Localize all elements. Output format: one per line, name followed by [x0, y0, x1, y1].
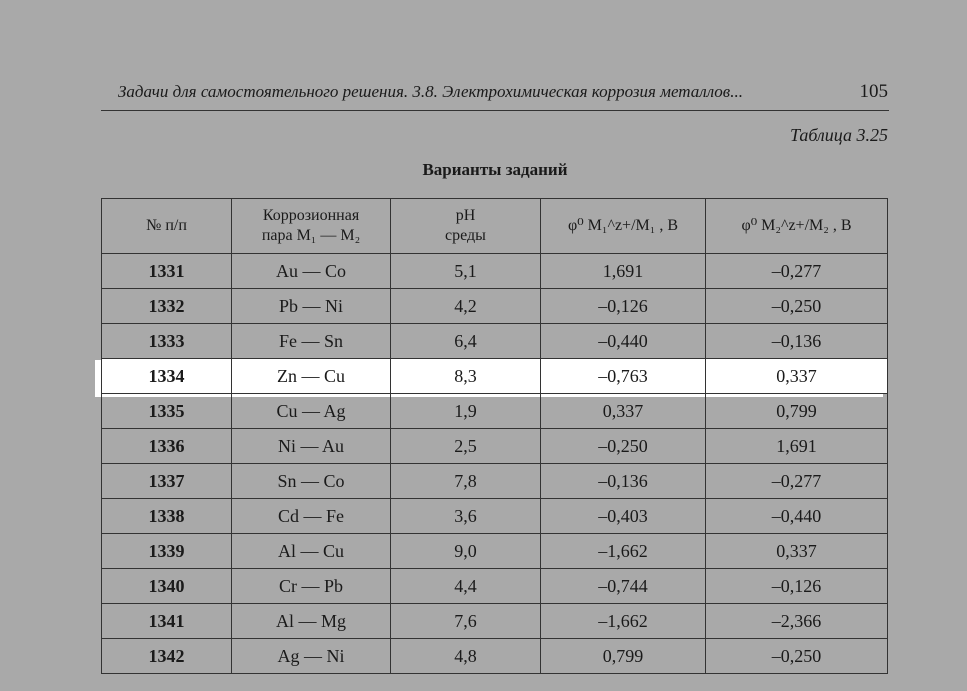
- cell-number: 1335: [102, 394, 232, 429]
- cell-potential-2: 0,337: [706, 359, 888, 394]
- cell-ph: 9,0: [391, 534, 541, 569]
- cell-pair: Sn — Co: [232, 464, 391, 499]
- header-potential-2: φ⁰ M₂^z+/M₂ , B: [706, 199, 888, 254]
- header-pair-line2: пара M₁ — M₂: [261, 227, 361, 244]
- cell-potential-2: –0,126: [706, 569, 888, 604]
- cell-potential-1: 0,337: [541, 394, 706, 429]
- cell-ph: 7,8: [391, 464, 541, 499]
- cell-ph: 3,6: [391, 499, 541, 534]
- page-number: 105: [859, 81, 888, 102]
- table-row: [102, 499, 888, 534]
- cell-number: 1339: [102, 534, 232, 569]
- header-ph: [391, 199, 541, 254]
- cell-ph: 7,6: [391, 604, 541, 639]
- cell-pair: Pb — Ni: [232, 289, 391, 324]
- cell-pair: Ag — Ni: [232, 639, 391, 674]
- cell-pair: Zn — Cu: [232, 359, 391, 394]
- cell-potential-2: –0,277: [706, 254, 888, 289]
- cell-potential-2: –0,250: [706, 289, 888, 324]
- cell-potential-1: –0,250: [541, 429, 706, 464]
- cell-potential-1: –0,136: [541, 464, 706, 499]
- cell-potential-2: –0,250: [706, 639, 888, 674]
- cell-number: 1341: [102, 604, 232, 639]
- cell-number: 1331: [102, 254, 232, 289]
- cell-pair: Al — Cu: [232, 534, 391, 569]
- cell-pair: Al — Mg: [232, 604, 391, 639]
- header-pair-line1: Коррозионная: [262, 207, 360, 224]
- table-row: [102, 534, 888, 569]
- header-ph-line2: среды: [445, 227, 486, 244]
- cell-number: 1338: [102, 499, 232, 534]
- header-pair: [232, 199, 391, 254]
- cell-ph: 2,5: [391, 429, 541, 464]
- header-rule: [101, 110, 889, 111]
- cell-ph: 6,4: [391, 324, 541, 359]
- table-row: [102, 359, 888, 394]
- cell-potential-2: –2,366: [706, 604, 888, 639]
- cell-potential-1: 0,799: [541, 639, 706, 674]
- table-row: [102, 604, 888, 639]
- cell-number: 1333: [102, 324, 232, 359]
- table-header-row: [102, 199, 888, 254]
- table-row: [102, 394, 888, 429]
- cell-pair: Fe — Sn: [232, 324, 391, 359]
- cell-ph: 5,1: [391, 254, 541, 289]
- cell-potential-1: –0,403: [541, 499, 706, 534]
- cell-potential-1: –1,662: [541, 534, 706, 569]
- cell-pair: Cd — Fe: [232, 499, 391, 534]
- cell-pair: Cr — Pb: [232, 569, 391, 604]
- cell-number: 1336: [102, 429, 232, 464]
- table-row: [102, 569, 888, 604]
- cell-pair: Cu — Ag: [232, 394, 391, 429]
- cell-ph: 4,8: [391, 639, 541, 674]
- cell-potential-1: –0,744: [541, 569, 706, 604]
- cell-ph: 1,9: [391, 394, 541, 429]
- cell-potential-2: –0,136: [706, 324, 888, 359]
- table-label: Таблица 3.25: [789, 125, 888, 145]
- cell-number: 1342: [102, 639, 232, 674]
- cell-ph: 4,2: [391, 289, 541, 324]
- table-title: Варианты заданий: [422, 160, 568, 179]
- cell-potential-2: –0,440: [706, 499, 888, 534]
- table-row: [102, 254, 888, 289]
- header-potential-1: φ⁰ M₁^z+/M₁ , B: [541, 199, 706, 254]
- cell-potential-2: 1,691: [706, 429, 888, 464]
- header-ph-line1: pH: [455, 207, 476, 224]
- cell-potential-1: –0,126: [541, 289, 706, 324]
- running-head-text: Задачи для самостоятельного решения. 3.8. Электрохимическая коррозия металлов...: [118, 82, 743, 101]
- table-row: [102, 289, 888, 324]
- table-row: [102, 324, 888, 359]
- cell-pair: Au — Co: [232, 254, 391, 289]
- cell-potential-2: –0,277: [706, 464, 888, 499]
- running-head: [118, 82, 888, 102]
- cell-ph: 4,4: [391, 569, 541, 604]
- header-number: № п/п: [102, 199, 232, 254]
- cell-potential-1: 1,691: [541, 254, 706, 289]
- cell-pair: Ni — Au: [232, 429, 391, 464]
- variants-table: [101, 198, 888, 674]
- cell-number: 1332: [102, 289, 232, 324]
- cell-potential-1: –1,662: [541, 604, 706, 639]
- cell-potential-2: 0,337: [706, 534, 888, 569]
- cell-number: 1340: [102, 569, 232, 604]
- cell-potential-2: 0,799: [706, 394, 888, 429]
- cell-potential-1: –0,440: [541, 324, 706, 359]
- cell-number: 1334: [102, 359, 232, 394]
- table-row: [102, 639, 888, 674]
- cell-number: 1337: [102, 464, 232, 499]
- table-row: [102, 464, 888, 499]
- table-row: [102, 429, 888, 464]
- cell-potential-1: –0,763: [541, 359, 706, 394]
- cell-ph: 8,3: [391, 359, 541, 394]
